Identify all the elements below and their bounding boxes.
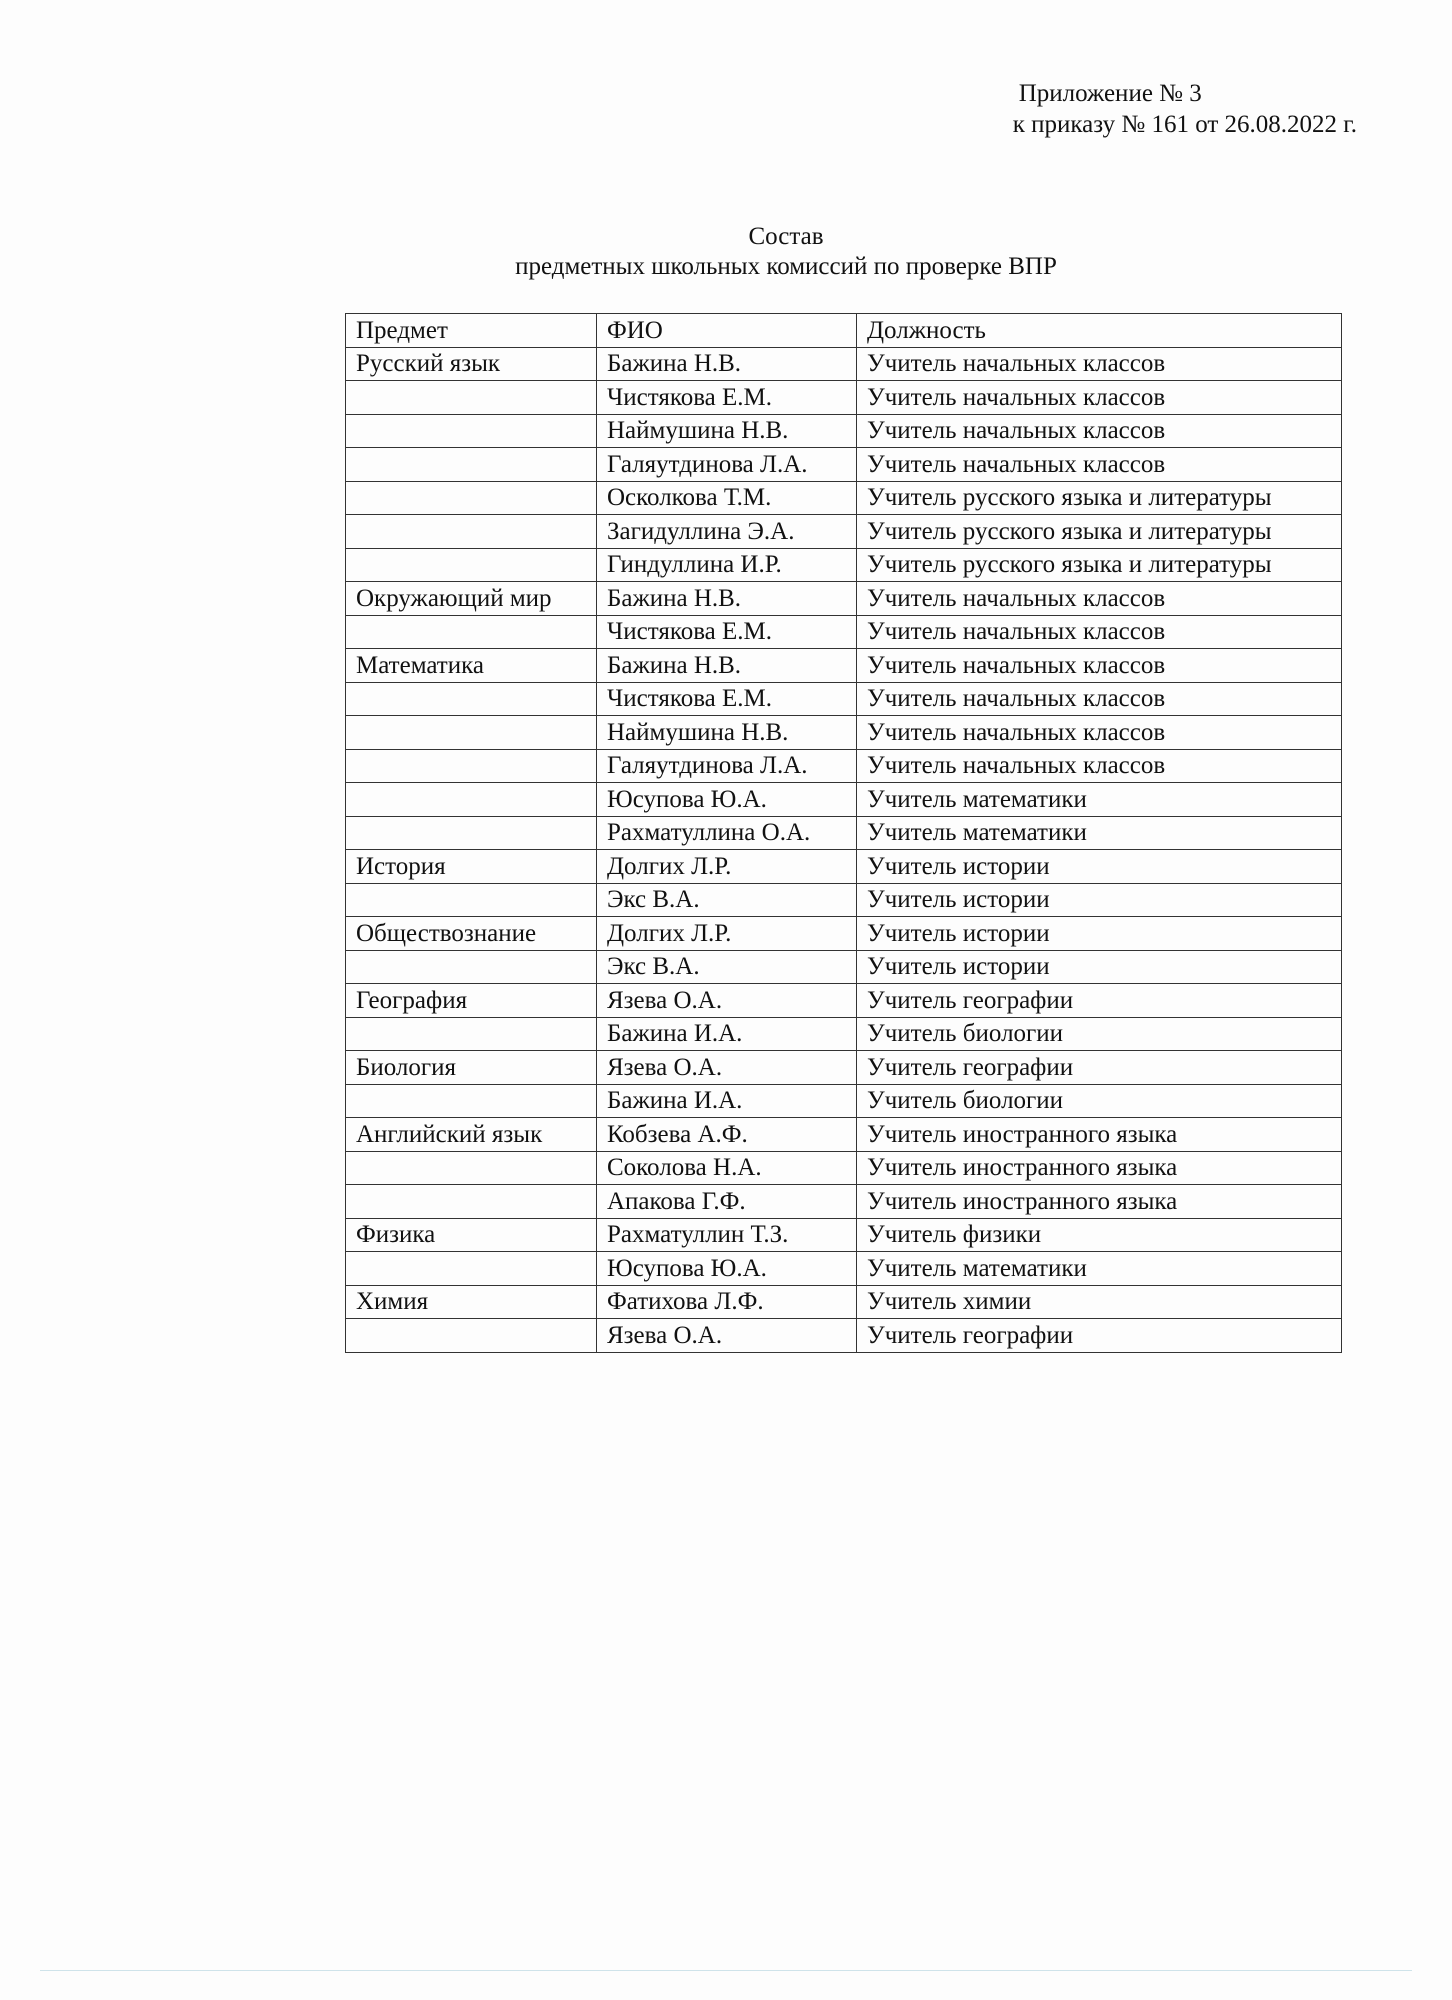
subject-cell: Физика [346, 1218, 597, 1252]
table-row [346, 548, 1342, 582]
position-cell: Учитель географии [857, 1051, 1342, 1085]
scan-edge-line [40, 1970, 1412, 1971]
name-cell: Бажина Н.В. [597, 582, 857, 616]
table-row [346, 1252, 1342, 1286]
table-row [346, 414, 1342, 448]
position-cell: Учитель истории [857, 883, 1342, 917]
table-row [346, 984, 1342, 1018]
name-cell: Галяутдинова Л.А. [597, 749, 857, 783]
table-row [346, 1084, 1342, 1118]
subject-cell: География [346, 984, 597, 1018]
position-cell: Учитель начальных классов [857, 414, 1342, 448]
table-row [346, 917, 1342, 951]
committee-table [345, 313, 1342, 1353]
order-reference: к приказу № 161 от 26.08.2022 г. [1012, 111, 1357, 138]
subject-cell [346, 481, 597, 515]
subject-cell: История [346, 850, 597, 884]
appendix-number: Приложение № 3 [1018, 80, 1202, 107]
name-cell: Наймушина Н.В. [597, 716, 857, 750]
name-cell: Рахматуллин Т.З. [597, 1218, 857, 1252]
name-cell: Язева О.А. [597, 1051, 857, 1085]
subject-cell [346, 414, 597, 448]
subject-cell [346, 883, 597, 917]
subject-cell [346, 515, 597, 549]
table-row [346, 850, 1342, 884]
subject-cell: Биология [346, 1051, 597, 1085]
subject-cell [346, 1319, 597, 1353]
table-row [346, 448, 1342, 482]
position-cell: Учитель начальных классов [857, 682, 1342, 716]
name-cell: Юсупова Ю.А. [597, 783, 857, 817]
table-row [346, 883, 1342, 917]
table-row [346, 381, 1342, 415]
position-cell: Учитель русского языка и литературы [857, 515, 1342, 549]
subject-cell: Химия [346, 1285, 597, 1319]
title-line-1: Состав [748, 223, 824, 250]
name-cell: Долгих Л.Р. [597, 850, 857, 884]
subject-cell [346, 615, 597, 649]
position-cell: Учитель истории [857, 950, 1342, 984]
table-row [346, 1185, 1342, 1219]
name-cell: Наймушина Н.В. [597, 414, 857, 448]
position-cell: Учитель географии [857, 984, 1342, 1018]
position-cell: Учитель начальных классов [857, 615, 1342, 649]
table-row [346, 481, 1342, 515]
name-cell: Гиндуллина И.Р. [597, 548, 857, 582]
column-header: Должность [857, 314, 1342, 348]
subject-cell [346, 548, 597, 582]
position-cell: Учитель иностранного языка [857, 1151, 1342, 1185]
table-row [346, 615, 1342, 649]
column-header: Предмет [346, 314, 597, 348]
table-row [346, 1118, 1342, 1152]
name-cell: Экс В.А. [597, 883, 857, 917]
subject-cell: Русский язык [346, 347, 597, 381]
table-row [346, 515, 1342, 549]
table-header-row [346, 314, 1342, 348]
subject-cell [346, 448, 597, 482]
subject-cell [346, 749, 597, 783]
table-row [346, 1285, 1342, 1319]
table-row [346, 649, 1342, 683]
position-cell: Учитель начальных классов [857, 381, 1342, 415]
table-row [346, 347, 1342, 381]
name-cell: Чистякова Е.М. [597, 381, 857, 415]
table-row [346, 1051, 1342, 1085]
subject-cell [346, 381, 597, 415]
position-cell: Учитель русского языка и литературы [857, 481, 1342, 515]
position-cell: Учитель биологии [857, 1017, 1342, 1051]
subject-cell [346, 783, 597, 817]
name-cell: Фатихова Л.Ф. [597, 1285, 857, 1319]
table-row [346, 950, 1342, 984]
name-cell: Рахматуллина О.А. [597, 816, 857, 850]
name-cell: Язева О.А. [597, 1319, 857, 1353]
table-row [346, 1151, 1342, 1185]
position-cell: Учитель истории [857, 850, 1342, 884]
position-cell: Учитель математики [857, 816, 1342, 850]
name-cell: Осколкова Т.М. [597, 481, 857, 515]
position-cell: Учитель иностранного языка [857, 1118, 1342, 1152]
position-cell: Учитель начальных классов [857, 347, 1342, 381]
table-row [346, 783, 1342, 817]
subject-cell [346, 716, 597, 750]
table-row [346, 682, 1342, 716]
committee-table-body [346, 314, 1342, 1353]
name-cell: Бажина И.А. [597, 1017, 857, 1051]
position-cell: Учитель начальных классов [857, 448, 1342, 482]
document-title [0, 222, 1452, 282]
position-cell: Учитель биологии [857, 1084, 1342, 1118]
appendix-note [1013, 78, 1357, 140]
table-row [346, 1218, 1342, 1252]
table-row [346, 1017, 1342, 1051]
name-cell: Загидуллина Э.А. [597, 515, 857, 549]
position-cell: Учитель начальных классов [857, 582, 1342, 616]
position-cell: Учитель истории [857, 917, 1342, 951]
subject-cell [346, 1084, 597, 1118]
name-cell: Юсупова Ю.А. [597, 1252, 857, 1286]
name-cell: Чистякова Е.М. [597, 615, 857, 649]
subject-cell: Математика [346, 649, 597, 683]
title-line-2: предметных школьных комиссий по проверке ВПР [515, 253, 1057, 280]
subject-cell: Английский язык [346, 1118, 597, 1152]
position-cell: Учитель начальных классов [857, 716, 1342, 750]
subject-cell [346, 1017, 597, 1051]
position-cell: Учитель начальных классов [857, 649, 1342, 683]
position-cell: Учитель математики [857, 783, 1342, 817]
position-cell: Учитель химии [857, 1285, 1342, 1319]
name-cell: Долгих Л.Р. [597, 917, 857, 951]
table-row [346, 749, 1342, 783]
name-cell: Чистякова Е.М. [597, 682, 857, 716]
name-cell: Бажина Н.В. [597, 649, 857, 683]
name-cell: Язева О.А. [597, 984, 857, 1018]
position-cell: Учитель начальных классов [857, 749, 1342, 783]
subject-cell: Обществознание [346, 917, 597, 951]
table-row [346, 816, 1342, 850]
position-cell: Учитель математики [857, 1252, 1342, 1286]
table-row [346, 582, 1342, 616]
name-cell: Бажина И.А. [597, 1084, 857, 1118]
table-row [346, 1319, 1342, 1353]
position-cell: Учитель географии [857, 1319, 1342, 1353]
subject-cell [346, 1185, 597, 1219]
subject-cell [346, 816, 597, 850]
subject-cell [346, 1252, 597, 1286]
name-cell: Соколова Н.А. [597, 1151, 857, 1185]
subject-cell [346, 950, 597, 984]
subject-cell: Окружающий мир [346, 582, 597, 616]
subject-cell [346, 1151, 597, 1185]
position-cell: Учитель русского языка и литературы [857, 548, 1342, 582]
name-cell: Экс В.А. [597, 950, 857, 984]
position-cell: Учитель иностранного языка [857, 1185, 1342, 1219]
name-cell: Бажина Н.В. [597, 347, 857, 381]
position-cell: Учитель физики [857, 1218, 1342, 1252]
name-cell: Кобзева А.Ф. [597, 1118, 857, 1152]
name-cell: Галяутдинова Л.А. [597, 448, 857, 482]
column-header: ФИО [597, 314, 857, 348]
subject-cell [346, 682, 597, 716]
table-row [346, 716, 1342, 750]
name-cell: Апакова Г.Ф. [597, 1185, 857, 1219]
